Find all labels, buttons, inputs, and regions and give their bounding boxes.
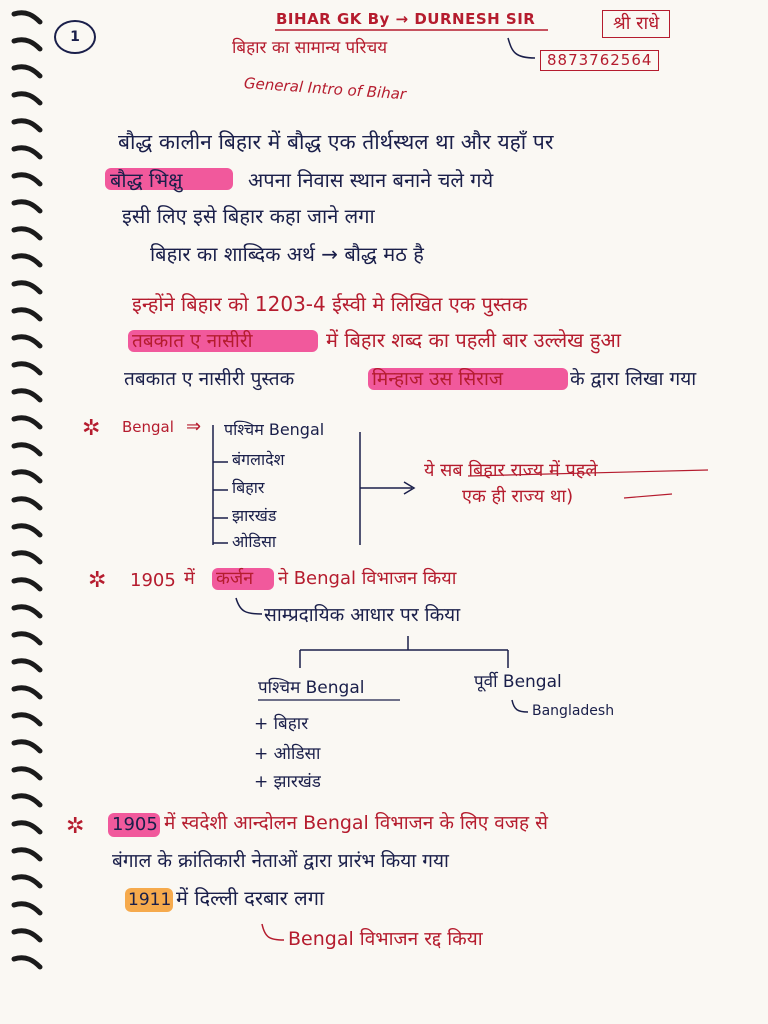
bengal-root: Bengal xyxy=(122,418,174,436)
bengal-root-arrow: ⇒ xyxy=(186,416,202,437)
east-bengal-sub: Bangladesh xyxy=(532,703,615,719)
phone-box: 8873762564 xyxy=(540,50,659,71)
star-icon: ✲ xyxy=(88,568,107,593)
para2-line2-rest: में बिहार शब्द का पहली बार उल्लेख हुआ xyxy=(326,328,621,352)
para2-line3-end: के द्वारा लिखा गया xyxy=(570,368,697,390)
delhi-line2: Bengal विभाजन रद्द किया xyxy=(288,928,483,950)
bengal-item-2: बंगलादेश xyxy=(232,450,285,469)
west-item-2: + ओडिसा xyxy=(254,744,321,764)
partition-rest: ने Bengal विभाजन किया xyxy=(278,568,457,589)
bengal-item-1: पश्चिम Bengal xyxy=(224,420,325,439)
delhi-line1: में दिल्ली दरबार लगा xyxy=(176,886,325,910)
star-icon: ✲ xyxy=(82,416,101,441)
partition-mid: में xyxy=(184,568,195,589)
para2-line3-start: तबकात ए नासीरी पुस्तक xyxy=(124,368,295,390)
para2-line1: इन्होंने बिहार को 1203-4 ईस्वी मे लिखित एक पुस्तक xyxy=(132,292,528,316)
para2-line2-highlight: तबकात ए नासीरी xyxy=(132,330,253,352)
swadeshi-line1: में स्वदेशी आन्दोलन Bengal विभाजन के लिए वजह से xyxy=(164,812,548,834)
header-subtitle-hindi: बिहार का सामान्य परिचय xyxy=(232,38,388,58)
bengal-item-5: ओडिसा xyxy=(232,532,277,551)
para1-line1: बौद्ध कालीन बिहार में बौद्ध एक तीर्थस्थल था और यहाँ पर xyxy=(118,130,554,154)
star-icon: ✲ xyxy=(66,814,85,839)
partition-highlight: कर्जन xyxy=(216,568,254,589)
partition-year: 1905 xyxy=(130,570,176,591)
page-number: 1 xyxy=(54,20,96,54)
east-bengal-label: पूर्वी Bengal xyxy=(474,672,562,692)
delhi-year: 1911 xyxy=(128,890,172,910)
west-item-3: + झारखंड xyxy=(254,772,321,792)
bengal-item-4: झारखंड xyxy=(232,506,277,525)
para1-line4: बिहार का शाब्दिक अर्थ → बौद्ध मठ है xyxy=(150,242,424,266)
bengal-item-3: बिहार xyxy=(232,478,265,497)
swadeshi-year: 1905 xyxy=(112,814,158,835)
para1-line2-highlight: बौद्ध भिक्षु xyxy=(110,168,183,192)
header-subtitle-english: General Intro of Bihar xyxy=(243,74,407,104)
para2-line3-highlight: मिन्हाज उस सिराज xyxy=(372,368,503,390)
partition-line2: साम्प्रदायिक आधार पर किया xyxy=(264,604,461,626)
west-item-1: + बिहार xyxy=(254,714,309,734)
header-title: BIHAR GK By → DURNESH SIR xyxy=(276,10,536,28)
west-bengal-label: पश्चिम Bengal xyxy=(258,678,365,698)
swadeshi-line2: बंगाल के क्रांतिकारी नेताओं द्वारा प्रारंभ किया गया xyxy=(112,850,449,872)
bengal-note-line2: एक ही राज्य था) xyxy=(462,486,574,507)
para1-line3: इसी लिए इसे बिहार कहा जाने लगा xyxy=(122,204,375,228)
para1-line2-rest: अपना निवास स्थान बनाने चले गये xyxy=(248,168,494,192)
bengal-note-line1: ये सब बिहार राज्य में पहले xyxy=(424,460,598,481)
blessing-box: श्री राधे xyxy=(602,10,670,38)
